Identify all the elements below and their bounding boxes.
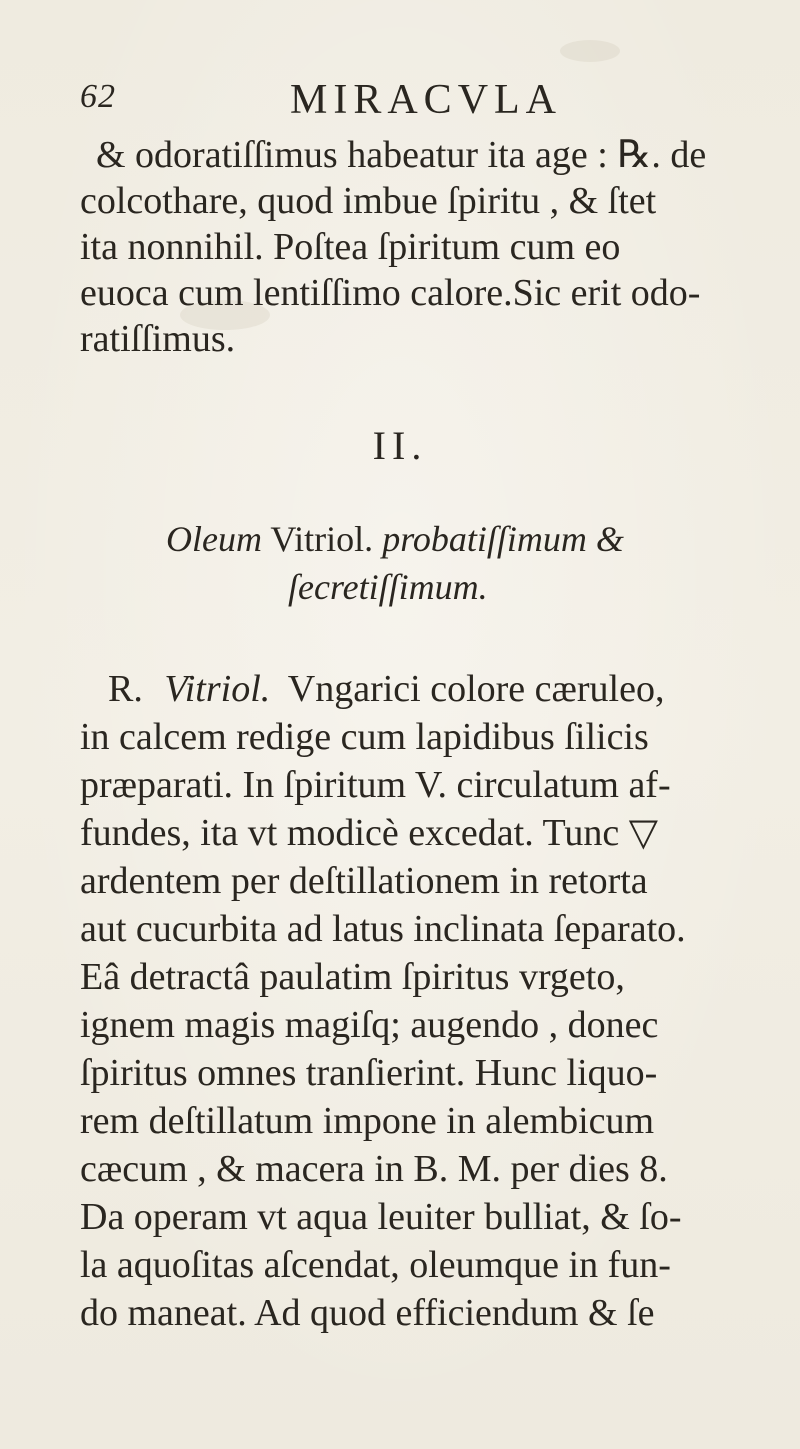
text-line: ardentem per deſtillationem in retorta [80, 860, 648, 902]
heading-vitriol: Vitriol. [270, 519, 374, 559]
section-number: II. [372, 423, 428, 468]
text-line: in calcem redige cum lapidibus ſilicis [80, 716, 649, 758]
text-line: do maneat. Ad quod efficiendum & ſe [80, 1292, 655, 1334]
running-title: MIRACVLA [290, 77, 563, 123]
text-line: præparati. In ſpiritum V. circulatum af- [80, 764, 671, 806]
recipe-symbol: R. [108, 668, 143, 710]
heading-probatissimum: probatiſſimum & [382, 519, 624, 559]
text-line: ſpiritus omnes tranſierint. Hunc liquo- [80, 1052, 658, 1094]
text-line: ita nonnihil. Poſtea ſpiritum cum eo [80, 226, 621, 268]
text-line: cæcum , & macera in B. M. per dies 8. [80, 1148, 668, 1190]
section-heading-line-1 [166, 518, 624, 560]
recipe-line-rest: Vngarici colore cæruleo, [287, 668, 665, 710]
text-line: ignem magis magiſq; augendo , donec [80, 1004, 659, 1046]
text-line: euoca cum lentiſſimo calore.Sic erit odo- [80, 272, 701, 314]
text-line: colcothare, quod imbue ſpiritu , & ſtet [80, 180, 657, 222]
text-line: & odoratiſſimus habeatur ita age : ℞. de [96, 134, 707, 176]
paper-stain [560, 40, 620, 62]
text-line: Eâ detractâ paulatim ſpiritus vrgeto, [80, 956, 625, 998]
text-line: Da operam vt aqua leuiter bulliat, & ſo- [80, 1196, 682, 1238]
heading-oleum: Oleum [166, 519, 262, 559]
recipe-vitriol: Vitriol. [164, 668, 271, 710]
text-line: rem deſtillatum impone in alembicum [80, 1100, 655, 1142]
text-line: ratiſſimus. [80, 318, 236, 360]
text-line: aut cucurbita ad latus inclinata ſeparato. [80, 908, 686, 950]
text-line: fundes, ita vt modicè excedat. Tunc ▽ [80, 812, 658, 854]
running-head [80, 76, 680, 126]
recipe-first-line [108, 670, 664, 708]
page-number: 62 [80, 78, 116, 115]
section-heading-line-2: ſecretiſſimum. [288, 567, 488, 607]
text-line: la aquoſitas aſcendat, oleumque in fun- [80, 1244, 671, 1286]
